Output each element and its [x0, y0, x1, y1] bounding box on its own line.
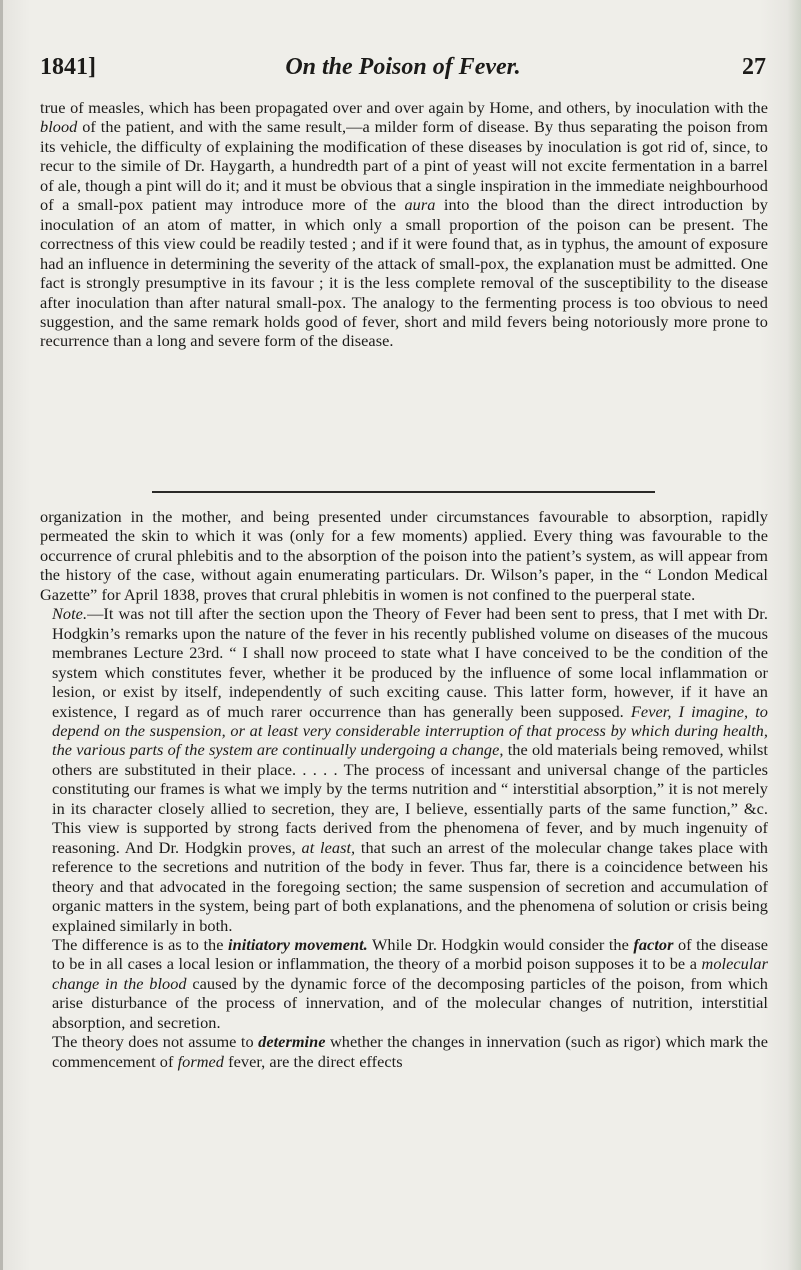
page-binding-edge: [0, 0, 3, 1270]
header-title: On the Poison of Fever.: [285, 54, 521, 80]
emphasis-initiatory-movement: initiatory movement.: [228, 934, 368, 954]
text-run: The difference is as to the: [52, 934, 229, 954]
emphasis-formed: formed: [177, 1051, 225, 1071]
text-run: —It was not till after the section upon the Theory of Fever had been sent to press, that I met with Dr. Hodgkin’s remarks upon the nature of the fever in his recently published volume on diseases of the mucous membranes Lecture 23rd. “ I shall now proceed to state what I have conceived to be the condition of the system which constitutes fever, whether it be produced by the influence of some local inflammation or lesion, or exist by itself, independently of such exciting cause. This latter form, however, if it have an existence, I regard as of much rarer occurrence than has generally been supposed.: [52, 604, 768, 721]
text-run: of the patient, and with the same result,—a milder form of disease. By thus separating the poison from its vehicle, the difficulty of explaining the modification of these diseases by inoculation is got rid of, since, to recur to the simile of Dr. Haygarth, a hundredth part of a pint of yeast will not excite fermentation in a barrel of ale, though a pint will do it; and it must be obvious that a single inspiration in the immediate neighbourhood of a small-pox patient may introduce more of the: [40, 117, 768, 215]
paragraph-theory: [40, 1032, 768, 1071]
emphasis-blood: blood: [40, 117, 78, 137]
emphasis-factor: factor: [633, 934, 674, 954]
emphasis-aura: aura: [404, 195, 436, 215]
paragraph-organization: organization in the mother, and being presented under circumstances favourable to absorption, rapidly permeated the skin to which it was (only for a few moments) applied. Every thing was favourable to the occurrence of crural phlebitis and to the absorption of the poison into the patient’s system, as will appear from the history of the case, without again enumerating particulars. Dr. Wilson’s paper, in the “ London Medical Gazette” for April 1838, proves that crural phlebitis in women is not confined to the puerperal state.: [40, 507, 768, 604]
top-paragraph: [40, 98, 768, 351]
text-run: that such an arrest of the molecular change takes place with reference to the secretions and nutrition of the body in fever. Thus far, there is a coincidence between his theory and that advocated in the foregoing section; the same suspension of secretion and accumulation of organic matters in the system, being part of both explanations, and the phenomena of solution or crisis being explained similarly in both.: [52, 837, 768, 935]
text-run: the old materials being removed, whilst others are substituted in their place. . . . . The process of incessant and universal change of the particles constituting our frames is what we imply by the terms nutrition and “ interstitial absorption,” it is not merely in its character closely allied to secretion, they are, I believe, essentially parts of the same function,” &c. This view is supported by strong facts derived from the phenomena of fever, and by much ingenuity of reasoning. And Dr. Hodgkin proves,: [52, 740, 768, 857]
paragraph-difference: [40, 935, 768, 1032]
page-edge-shading: [787, 0, 801, 1270]
text-run: caused by the dynamic force of the decomposing particles of the poison, from which arise disturbance of the process of innervation, and of the molecular changes of nutrition, interstitial absorption, and secretion.: [52, 973, 768, 1032]
text-run: whether the changes in innervation (such as rigor) which mark the commencement of: [52, 1032, 768, 1071]
bottom-text-block: [40, 507, 768, 1071]
page-number: 27: [742, 54, 766, 80]
emphasis-quote: Fever, I imagine, to depend on the suspension, or at least very considerable interruption of that process by which during health, the various parts of the system are continually undergoing a change,: [52, 701, 768, 760]
emphasis-determine: determine: [258, 1032, 326, 1052]
top-text-block: [40, 98, 768, 351]
header-year: 1841]: [40, 54, 96, 80]
text-run: While Dr. Hodgkin would consider the: [367, 934, 634, 954]
text-run: The theory does not assume to: [52, 1032, 259, 1052]
section-divider-rule: [152, 491, 655, 493]
text-run: true of measles, which has been propagated over and over again by Home, and others, by inoculation with the: [40, 98, 768, 117]
emphasis-molecular-change: molecular change in the blood: [52, 954, 768, 993]
paragraph-note: [40, 604, 768, 935]
emphasis-at-least: at least,: [301, 837, 356, 857]
text-run: fever, are the direct effects: [224, 1051, 403, 1071]
note-label: Note.: [52, 604, 88, 624]
running-header: [40, 54, 766, 90]
text-run: into the blood than the direct introduction by inoculation of an atom of matter, in which only a small proportion of the poison can be present. The correctness of this view could be readily tested ; and if it were found that, as in typhus, the amount of exposure had an influence in determining the severity of the attack of small-pox, the explanation must be admitted. One fact is strongly presumptive in its favour ; it is the less complete removal of the susceptibility to the disease after inoculation than after natural small-pox. The analogy to the fermenting process is too obvious to need suggestion, and the same remark holds good of fever, short and mild fevers being notoriously more prone to recurrence than a long and severe form of the disease.: [40, 195, 768, 351]
text-run: of the disease to be in all cases a local lesion or inflammation, the theory of a morbid poison supposes it to be a: [52, 934, 769, 974]
